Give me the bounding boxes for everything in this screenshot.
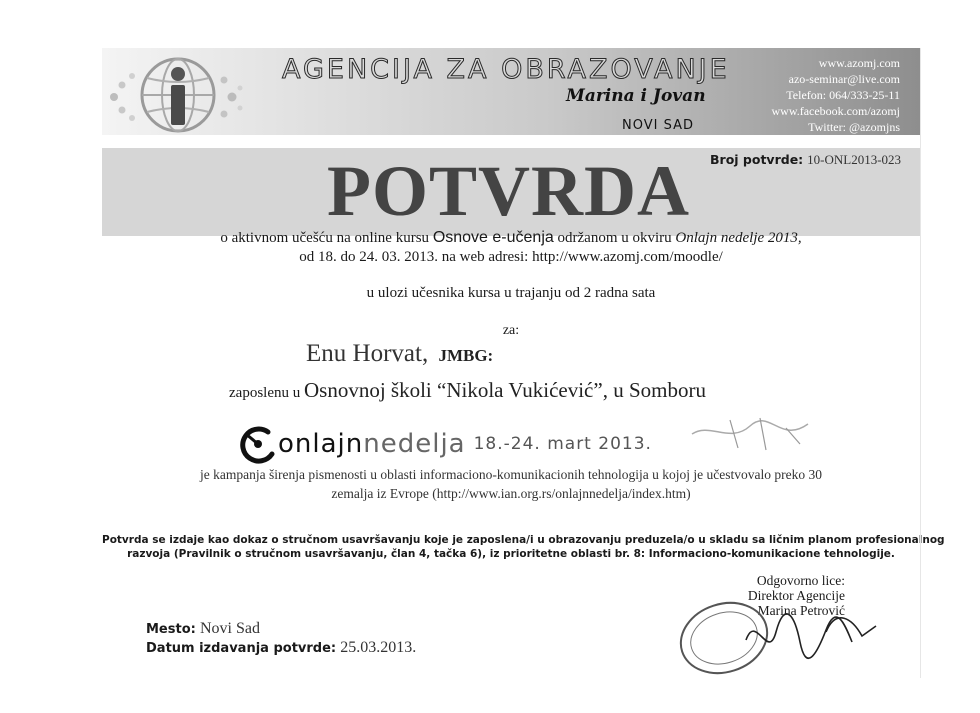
responsible-role: Direktor Agencije xyxy=(747,588,845,603)
role-duration-line: u ulozi učesnika kursa u trajanju od 2 radna sata xyxy=(366,285,656,301)
course-line-prefix: o aktivnom učešću na online kursu xyxy=(220,230,433,246)
event-name: Onlajn nedelje 2013, xyxy=(675,230,802,246)
responsible-name: Marina Petrović xyxy=(757,603,845,618)
agency-subtitle: Marina i Jovan xyxy=(566,86,706,106)
agency-name: AGENCIJA ZA OBRAZOVANJE xyxy=(282,54,730,85)
email-link[interactable]: azo-seminar@live.com xyxy=(788,72,900,86)
employment-city: u Somboru xyxy=(607,378,706,402)
issue-date-value: 25.03.2013. xyxy=(340,639,417,656)
certificate-number-value: 10-ONL2013-023 xyxy=(807,152,902,167)
dates-url-line: od 18. do 24. 03. 2013. na web adresi: http://www.azomj.com/moodle/ xyxy=(299,249,723,265)
school-name: Osnovnoj školi “Nikola Vukićević”, xyxy=(303,378,608,402)
phone-text: Telefon: 064/333-25-11 xyxy=(786,88,900,102)
jmbg-label: JMBG: xyxy=(438,346,494,365)
agency-city: NOVI SAD xyxy=(622,118,694,133)
place-label: Mesto: xyxy=(146,622,196,637)
campaign-line-1: je kampanja širenja pismenosti u oblasti informaciono-komunikacionih tehnologija u kojoj je učestvovalo preko 30 xyxy=(200,467,822,482)
facebook-link[interactable]: www.facebook.com/azomj xyxy=(771,104,900,118)
certificate-title: POTVRDA xyxy=(327,151,690,231)
website-link[interactable]: www.azomj.com xyxy=(818,56,900,70)
certificate-number-label: Broj potvrde: xyxy=(710,152,804,167)
issue-date-label: Datum izdavanja potvrde: xyxy=(146,641,337,656)
place-value: Novi Sad xyxy=(199,620,260,637)
responsible-label: Odgovorno lice: xyxy=(756,573,845,588)
employment-prefix: zaposlenu u xyxy=(229,385,304,401)
logo-part-nedelja: nedelja xyxy=(363,429,466,459)
course-name: Osnove e-učenja xyxy=(432,229,554,246)
campaign-line-2: zemalja iz Evrope (http://www.ian.org.rs/onlajnnedelja/index.htm) xyxy=(331,486,691,501)
legal-note-line-1: Potvrda se izdaje kao dokaz o stručnom usavršavanju koje je zaposlena/i u obrazovanju preduzela/o u skladu sa ličnim planom profesionalnog xyxy=(102,534,945,546)
legal-note-line-2: razvoja (Pravilnik o stručnom usavršavanju, član 4, tačka 6), iz prioritetne oblasti br. 8: Informaciono-komunikacione tehnologije. xyxy=(127,548,895,560)
twitter-text: Twitter: @azomjns xyxy=(808,120,900,134)
logo-part-onlajn: onlajn xyxy=(278,429,364,459)
certificate-frame xyxy=(102,48,945,678)
logo-dates: 18.-24. mart 2013. xyxy=(473,434,652,454)
participant-name: Enu Horvat, xyxy=(306,340,429,367)
course-line-mid: održanom u okviru xyxy=(553,230,676,246)
for-label: za: xyxy=(502,323,520,338)
